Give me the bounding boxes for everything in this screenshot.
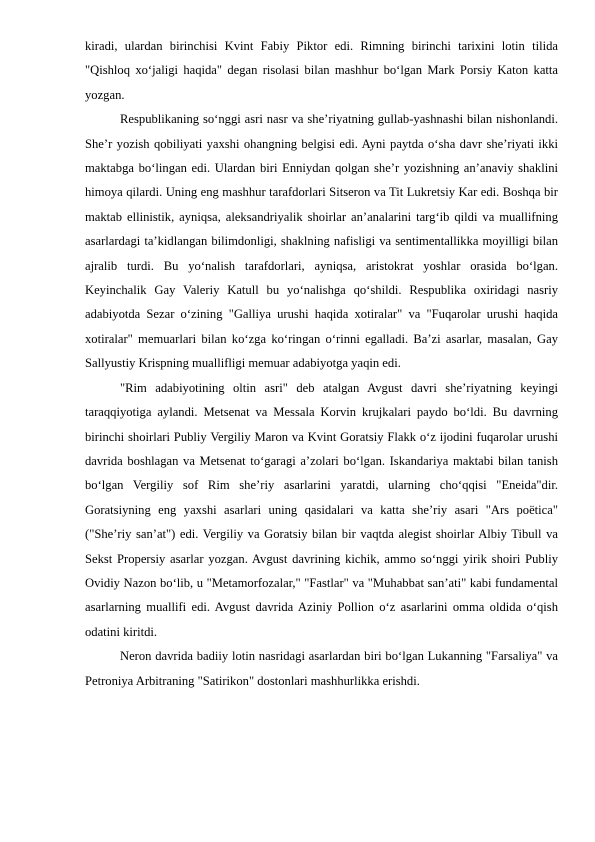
paragraph-3: "Rim adabiyotining oltin asri" deb atalgan Avgust davri she’riyatning keyingi taraqqiyotiga aylandi. Metsenat va Messala Korvin krujkalari paydo bo‘ldi. Bu davrning birinchi shoirlari Publiy Vergiliy Maron va Kvint Goratsiy Flakk o‘z ijodini fuqarolar urushi davrida boshlagan va Metsenat to‘garagi a’zolari bo‘lgan. Iskandariya maktabi bilan tanish bo‘lgan Vergiliy sof Rim she’riy asarlarini yaratdi, ularning cho‘qqisi "Eneida"dir. Goratsiyning eng yaxshi asarlari uning qasidalari va katta she’riy asari "Ars poëtica" ("She’riy san’at") edi. Vergiliy va Goratsiy bilan bir vaqtda alegist shoirlar Albiy Tibull va Sekst Propersiy asarlar yozgan. Avgust davrining kichik, ammo so‘nggi yirik shoiri Publiy Ovidiy Nazon bo‘lib, u "Metamorfozalar," "Fastlar" va "Muhabbat san’ati" kabi fundamental asarlarning muallifi edi. Avgust davrida Aziniy Pollion o‘z asarlarini omma oldida o‘qish odatini kiritdi. bbox=[85, 380, 558, 639]
paragraph-4: Neron davrida badiiy lotin nasridagi asarlardan biri bo‘lgan Lukanning "Farsaliya" va Petroniya Arbitraning "Satirikon" dostonlari mashhurlikka erishdi. bbox=[85, 649, 558, 688]
paragraph-1: kiradi, ulardan birinchisi Kvint Fabiy Piktor edi. Rimning birinchi tarixini lotin tilida "Qishloq xo‘jaligi haqida" degan risolasi bilan mashhur bo‘lgan Mark Porsiy Katon katta yozgan. bbox=[85, 39, 558, 102]
paragraph-2: Respublikaning so‘nggi asri nasr va she’riyatning gullab-yashnashi bilan nishonlandi. She’r yozish qobiliyati yaxshi ohangning belgisi edi. Ayni paytda o‘sha davr she’riyati ikki maktabga bo‘lingan edi. Ulardan biri Enniydan qolgan she’r yozishning an’anaviy shaklini himoya qilardi. Uning eng mashhur tarafdorlari Sitseron va Tit Lukretsiy Kar edi. Boshqa bir maktab ellinistik, ayniqsa, aleksandriyalik shoirlar an’analarini targ‘ib qildi va muallifning asarlardagi ta’kidlangan bilimdonligi, shaklning nafisligi va sentimentallikka moyilligi bilan ajralib turdi. Bu yo‘nalish tarafdorlari, ayniqsa, aristokrat yoshlar orasida bo‘lgan. Keyinchalik Gay Valeriy Katull bu yo‘nalishga qo‘shildi. Respublika oxiridagi nasriy adabiyotda Sezar o‘zining "Galliya urushi haqida xotiralar" va "Fuqarolar urushi haqida xotiralar" memuarlari bilan ko‘zga ko‘ringan o‘rinni egalladi. Ba’zi asarlar, masalan, Gay Sallyustiy Krispning muallifligi memuar adabiyotga yaqin edi. bbox=[85, 112, 558, 371]
document-page bbox=[85, 34, 558, 693]
